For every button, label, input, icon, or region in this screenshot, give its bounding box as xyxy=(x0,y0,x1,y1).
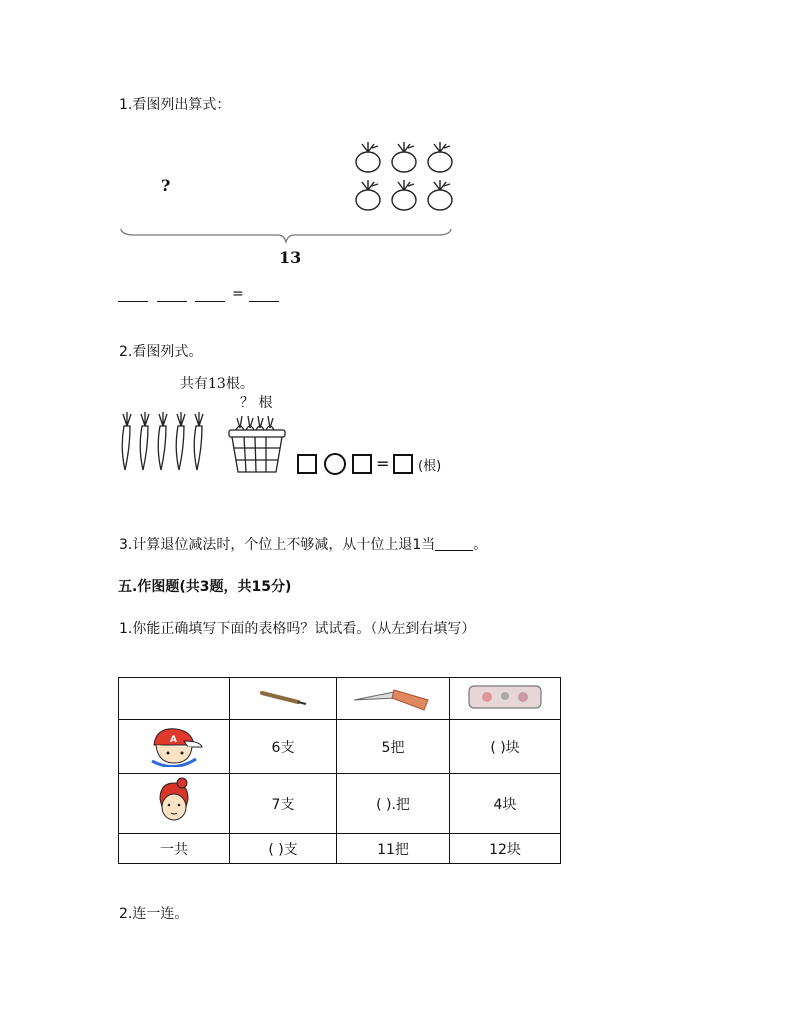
q1-total: 13 xyxy=(279,248,302,267)
section-heading: 五.作图题(共3题，共15分) xyxy=(118,579,292,595)
q1-title: 1.看图列出算式： xyxy=(119,97,231,113)
table-cell[interactable]: ( )支 xyxy=(230,834,337,864)
table-cell[interactable]: 6支 xyxy=(230,720,337,774)
operator-circle[interactable] xyxy=(324,453,346,475)
brace-icon xyxy=(118,226,454,246)
s5q1-text: 1.你能正确填写下面的表格吗？试试看。（从左到右填写） xyxy=(119,621,476,637)
table-cell[interactable]: 4块 xyxy=(450,774,561,834)
q2-equals: = xyxy=(376,454,390,473)
svg-text:A: A xyxy=(170,734,177,745)
pencil-case-icon xyxy=(465,682,545,712)
equals-sign: = xyxy=(232,286,244,302)
answer-box-1[interactable] xyxy=(297,454,317,474)
fill-table xyxy=(118,677,561,864)
pencil-icon xyxy=(258,687,308,707)
q3-text: 3.计算退位减法时，个位上不够减，从十位上退1当 。 xyxy=(119,537,488,553)
total-row-label: 一共 xyxy=(119,834,230,864)
q1-question-mark: ? xyxy=(161,176,171,195)
q2-title: 2.看图列式。 xyxy=(119,344,203,360)
table-cell[interactable]: ( )块 xyxy=(450,720,561,774)
blank-2[interactable] xyxy=(157,285,187,302)
q2-total-note: 共有13根。 xyxy=(180,376,254,392)
q2-unknown-note: ？ 根 xyxy=(240,395,273,411)
boy-cap-icon xyxy=(144,723,204,767)
q3-blank[interactable] xyxy=(435,536,473,551)
blank-1[interactable] xyxy=(118,285,148,302)
answer-box-2[interactable] xyxy=(352,454,372,474)
s5q2-text: 2.连一连。 xyxy=(119,906,189,922)
blank-3[interactable] xyxy=(195,285,225,302)
knife-icon xyxy=(350,682,436,712)
answer-box-3[interactable] xyxy=(393,454,413,474)
table-cell[interactable]: 5把 xyxy=(337,720,450,774)
q2-unit: (根) xyxy=(418,459,442,474)
table-cell[interactable]: 11把 xyxy=(337,834,450,864)
blank-4[interactable] xyxy=(249,285,279,302)
bucket-icon xyxy=(226,408,290,474)
carrot-group-icon xyxy=(118,408,214,474)
table-corner-cell xyxy=(119,678,230,720)
table-cell[interactable]: ( ).把 xyxy=(337,774,450,834)
radish-group-icon xyxy=(350,140,465,220)
table-cell[interactable]: 7支 xyxy=(230,774,337,834)
girl-icon xyxy=(152,777,196,827)
table-cell[interactable]: 12块 xyxy=(450,834,561,864)
q2-equation xyxy=(297,454,457,476)
